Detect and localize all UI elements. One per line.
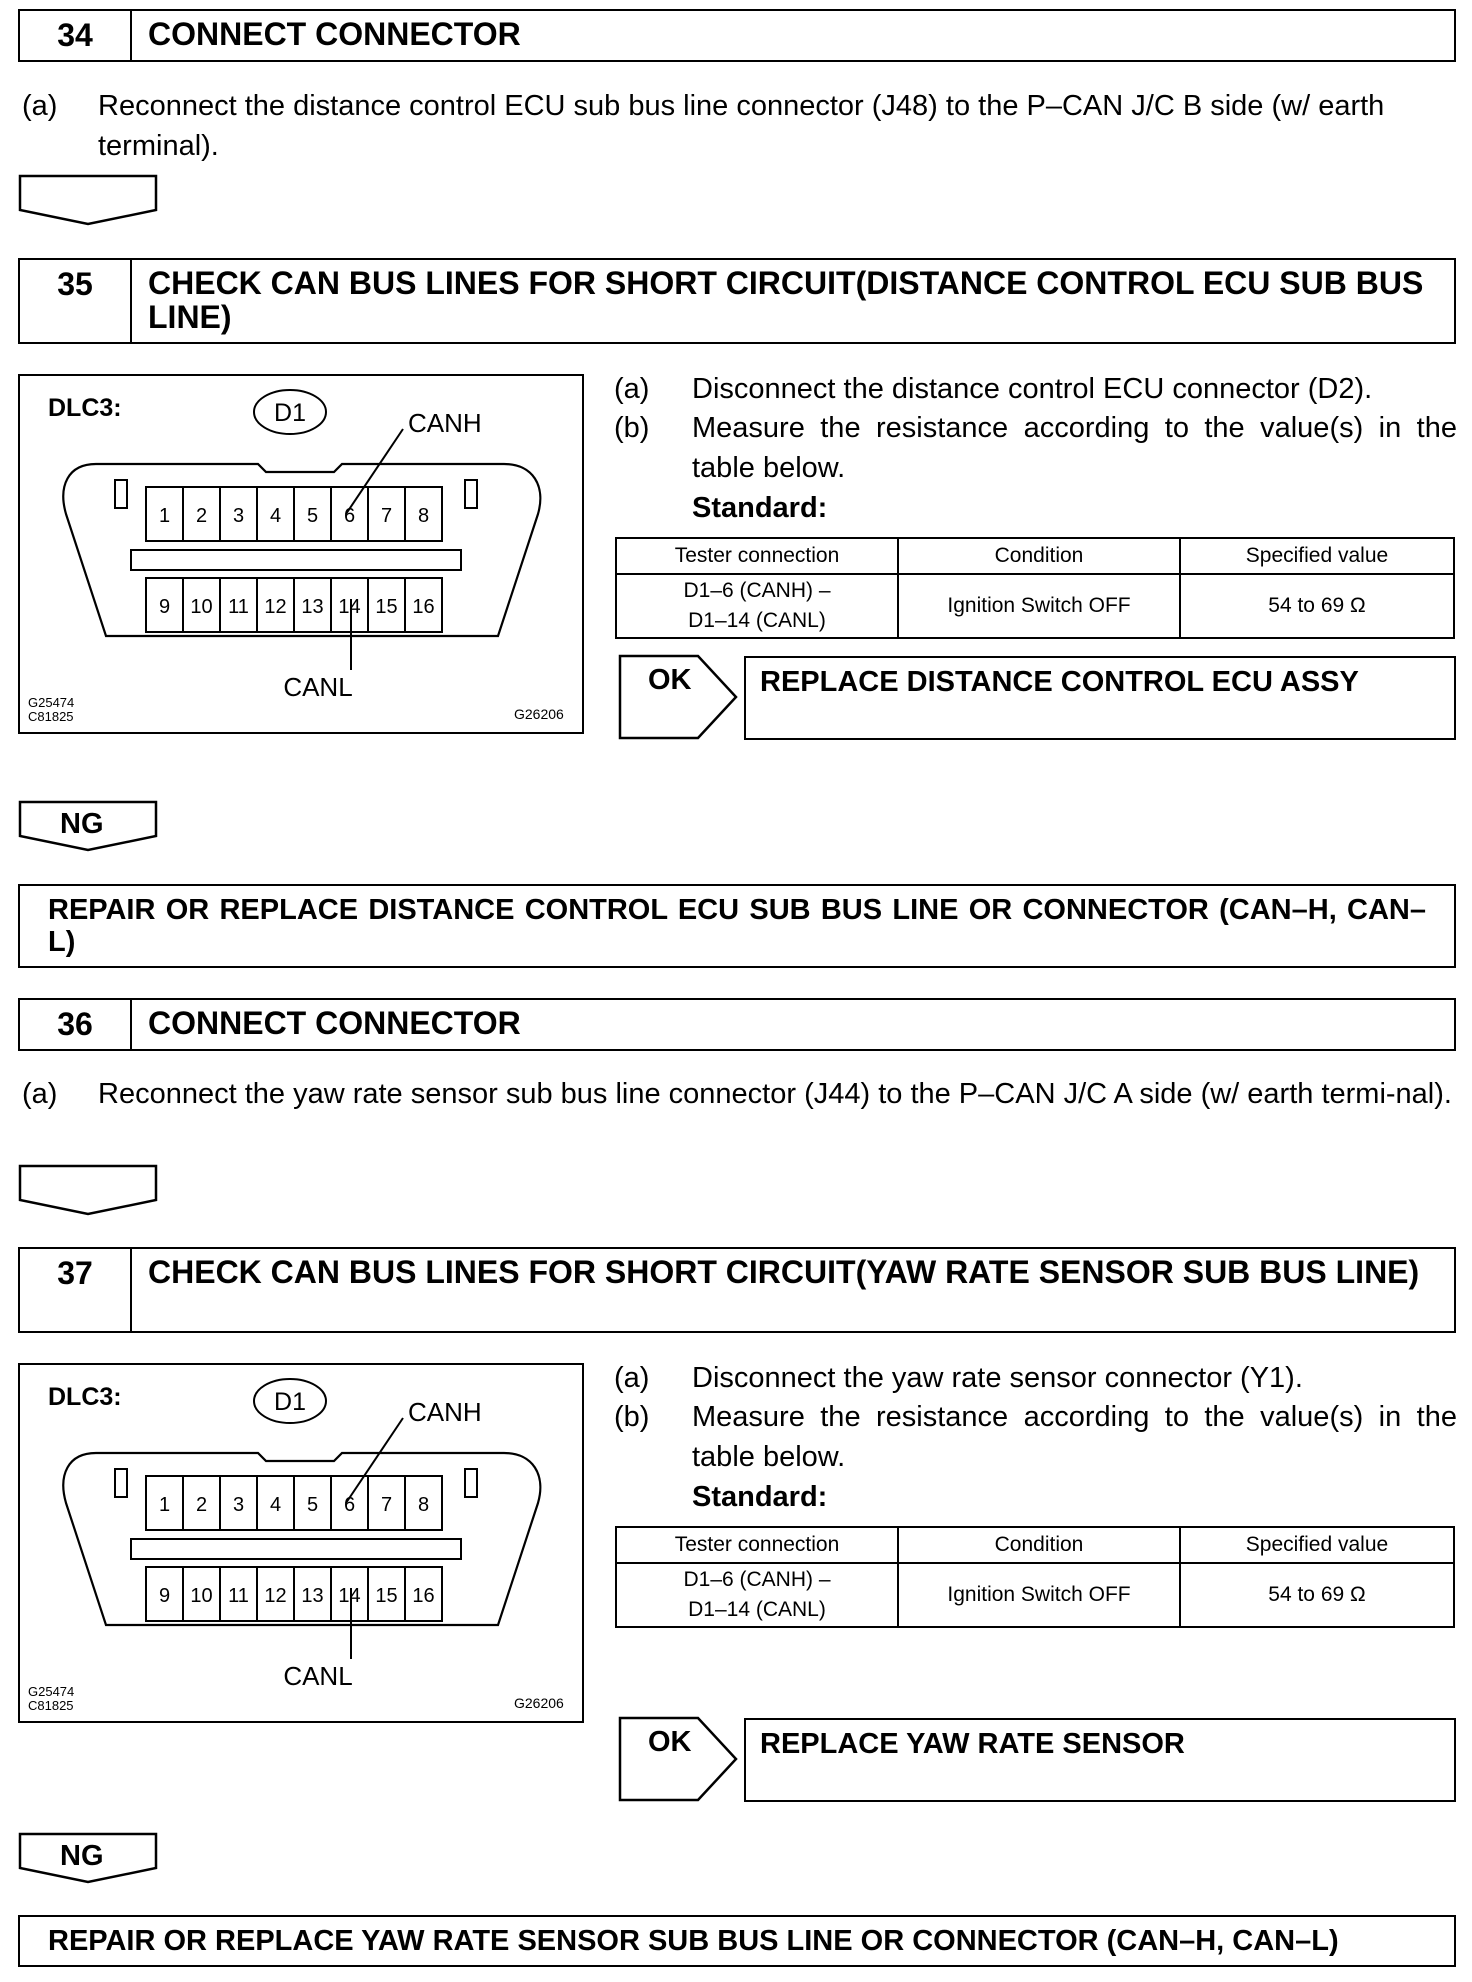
- ng-label: NG: [60, 1840, 104, 1872]
- instr-text: Disconnect the distance control ECU connector (D2).: [692, 373, 1373, 405]
- step-title: CONNECT CONNECTOR: [148, 1005, 521, 1041]
- pin-number: 12: [264, 596, 287, 618]
- canh-label: CANH: [408, 1397, 482, 1427]
- ok-result: REPLACE DISTANCE CONTROL ECU ASSY: [744, 656, 1456, 740]
- step-34-instruction: Reconnect the distance control ECU sub bus line connector (J48) to the P–CAN J/C B side (w/ earth terminal).: [98, 90, 1385, 162]
- table-cell-connection: [616, 1563, 898, 1627]
- pin-number: 16: [412, 596, 435, 618]
- table-cell-value: 54 to 69 Ω: [1180, 574, 1454, 638]
- canh-label: CANH: [408, 408, 482, 438]
- canl-label: CANL: [283, 1661, 353, 1691]
- latch: [115, 1469, 127, 1497]
- instr-label: (a): [614, 373, 650, 405]
- spec-table: [615, 1526, 1455, 1628]
- pin-number: 9: [158, 1585, 171, 1607]
- pin-number: 7: [380, 1494, 393, 1516]
- pin-number: 14: [338, 1585, 361, 1607]
- figure-code: G25474: [28, 1684, 75, 1699]
- next-arrow-icon: [18, 174, 158, 226]
- ng-result: REPAIR OR REPLACE DISTANCE CONTROL ECU SUB BUS LINE OR CONNECTOR (CAN–H, CAN–L): [18, 884, 1456, 968]
- pin-number: 7: [380, 505, 393, 527]
- instr-label: (a): [614, 1362, 650, 1394]
- conn-line-2: D1–14 (CANL): [688, 609, 826, 632]
- pin-number: 5: [306, 1494, 319, 1516]
- table-cell-condition: Ignition Switch OFF: [898, 1563, 1180, 1627]
- pin-number: 10: [190, 1585, 213, 1607]
- figure-code: G26206: [514, 1695, 564, 1711]
- conn-line-2: D1–14 (CANL): [688, 1598, 826, 1621]
- instr-text: Measure the resistance according to the value(s) in the table below.: [692, 412, 1457, 484]
- pin-number: 8: [417, 505, 430, 527]
- ok-result: REPLACE YAW RATE SENSOR: [744, 1718, 1456, 1802]
- table-header: Tester connection: [616, 1527, 898, 1563]
- center-key: [131, 550, 461, 570]
- pin-number: 16: [412, 1585, 435, 1607]
- instr-label: (b): [614, 412, 650, 444]
- conn-line-1: D1–6 (CANH) –: [683, 579, 831, 602]
- pin-number: 3: [232, 1494, 245, 1516]
- spec-table: [615, 537, 1455, 639]
- pin-number: 10: [190, 596, 213, 618]
- step-36-instruction: Reconnect the yaw rate sensor sub bus line connector (J44) to the P–CAN J/C A side (w/ earth termi-nal).: [98, 1078, 1452, 1110]
- instr-text: Disconnect the yaw rate sensor connector (Y1).: [692, 1362, 1303, 1394]
- pin-number: 6: [343, 1494, 356, 1516]
- step-34-item-label: (a): [22, 90, 58, 122]
- pin-number: 3: [232, 505, 245, 527]
- instr-label: (b): [614, 1401, 650, 1433]
- table-header: Specified value: [1180, 538, 1454, 574]
- figure-code: C81825: [28, 709, 74, 724]
- ok-label: OK: [648, 664, 692, 696]
- pin-number: 2: [195, 1494, 208, 1516]
- figure-code: G26206: [514, 706, 564, 722]
- table-header: Condition: [898, 538, 1180, 574]
- pin-number: 13: [301, 1585, 324, 1607]
- dlc3-connector-diagram: [18, 374, 584, 734]
- dlc3-label: DLC3:: [48, 394, 122, 422]
- step-number: 34: [20, 11, 132, 60]
- table-cell-condition: Ignition Switch OFF: [898, 574, 1180, 638]
- pin-number: 6: [343, 505, 356, 527]
- instr-text: Measure the resistance according to the value(s) in the table below.: [692, 1401, 1457, 1473]
- table-header: Condition: [898, 1527, 1180, 1563]
- pin-number: 15: [375, 1585, 398, 1607]
- step-title: CHECK CAN BUS LINES FOR SHORT CIRCUIT(DISTANCE CONTROL ECU SUB BUS LINE): [148, 265, 1424, 335]
- dlc3-svg: [18, 374, 584, 734]
- latch: [465, 1469, 477, 1497]
- d1-label: D1: [274, 1388, 306, 1416]
- step-number: 37: [20, 1249, 132, 1331]
- dlc3-connector-diagram: [18, 1363, 584, 1723]
- conn-line-1: D1–6 (CANH) –: [683, 1568, 831, 1591]
- canl-label: CANL: [283, 672, 353, 702]
- pin-number: 1: [158, 1494, 171, 1516]
- figure-code: G25474: [28, 695, 75, 710]
- figure-code: C81825: [28, 1698, 74, 1713]
- latch: [465, 480, 477, 508]
- table-header: Specified value: [1180, 1527, 1454, 1563]
- ng-result: REPAIR OR REPLACE YAW RATE SENSOR SUB BUS LINE OR CONNECTOR (CAN–H, CAN–L): [18, 1915, 1456, 1967]
- pin-number: 5: [306, 505, 319, 527]
- pin-number: 4: [269, 1494, 282, 1516]
- pin-number: 1: [158, 505, 171, 527]
- ng-label: NG: [60, 808, 104, 840]
- pin-number: 4: [269, 505, 282, 527]
- step-37-header: [18, 1247, 1456, 1333]
- standard-label: Standard:: [692, 1481, 828, 1513]
- step-36-header: [18, 998, 1456, 1051]
- pin-number: 12: [264, 1585, 287, 1607]
- dlc3-svg: [18, 1363, 584, 1723]
- pin-number: 11: [228, 596, 249, 618]
- table-header: Tester connection: [616, 538, 898, 574]
- step-36-item-label: (a): [22, 1078, 58, 1110]
- step-title: CHECK CAN BUS LINES FOR SHORT CIRCUIT(YAW RATE SENSOR SUB BUS LINE): [148, 1254, 1420, 1290]
- table-cell-value: 54 to 69 Ω: [1180, 1563, 1454, 1627]
- step-35-header: [18, 258, 1456, 344]
- center-key: [131, 1539, 461, 1559]
- step-title: CONNECT CONNECTOR: [148, 16, 521, 52]
- next-arrow-icon: [18, 1164, 158, 1216]
- pin-number: 15: [375, 596, 398, 618]
- pin-number: 14: [338, 596, 361, 618]
- dlc3-label: DLC3:: [48, 1383, 122, 1411]
- pin-number: 8: [417, 1494, 430, 1516]
- d1-label: D1: [274, 399, 306, 427]
- pin-number: 2: [195, 505, 208, 527]
- step-34-header: [18, 9, 1456, 62]
- ok-label: OK: [648, 1726, 692, 1758]
- pin-number: 11: [228, 1585, 249, 1607]
- step-number: 36: [20, 1000, 132, 1049]
- pin-number: 9: [158, 596, 171, 618]
- standard-label: Standard:: [692, 492, 828, 524]
- step-number: 35: [20, 260, 132, 342]
- latch: [115, 480, 127, 508]
- pin-number: 13: [301, 596, 324, 618]
- table-cell-connection: [616, 574, 898, 638]
